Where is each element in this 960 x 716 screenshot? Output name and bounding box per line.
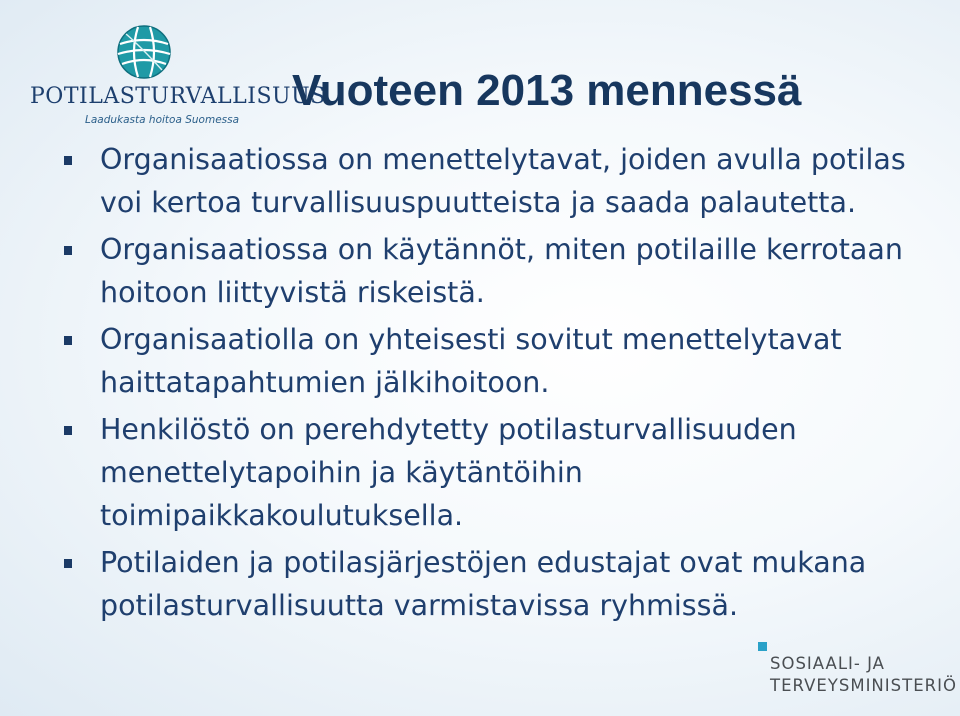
- bullet-list: [62, 138, 922, 631]
- bullet-item: [62, 228, 922, 314]
- bullet-item: [62, 408, 922, 537]
- square-bullet-icon: [64, 336, 72, 345]
- bullet-text: Henkilöstö on perehdytetty potilasturvallisuuden menettelytapoihin ja käytäntöihin toimipaikkakoulutuksella.: [100, 413, 797, 532]
- logo-tagline: Laadukasta hoitoa Suomessa: [85, 114, 240, 126]
- globe-icon: [116, 24, 172, 80]
- slide-title: Vuoteen 2013 mennessä: [292, 66, 802, 115]
- potilasturvallisuus-logo: [30, 22, 326, 126]
- square-bullet-icon: [64, 426, 72, 435]
- square-accent-icon: [758, 642, 767, 651]
- ministry-name-line1: SOSIAALI- JA: [770, 654, 885, 673]
- bullet-item: [62, 138, 922, 224]
- square-bullet-icon: [64, 156, 72, 165]
- bullet-text: Organisaatiolla on yhteisesti sovitut menettelytavat haittatapahtumien jälkihoitoon.: [100, 323, 842, 399]
- bullet-text: Potilaiden ja potilasjärjestöjen edustajat ovat mukana potilasturvallisuutta varmistavissa ryhmissä.: [100, 546, 867, 622]
- square-bullet-icon: [64, 559, 72, 568]
- logo-name: POTILASTURVALLISUUS: [30, 84, 326, 109]
- ministry-name-line2: TERVEYSMINISTERIÖ: [770, 676, 957, 695]
- square-bullet-icon: [64, 246, 72, 255]
- ministry-logo: [758, 638, 957, 698]
- bullet-text: Organisaatiossa on menettelytavat, joiden avulla potilas voi kertoa turvallisuuspuutteista ja saada palautetta.: [100, 143, 906, 219]
- bullet-item: [62, 541, 922, 627]
- bullet-text: Organisaatiossa on käytännöt, miten potilaille kerrotaan hoitoon liittyvistä riskeistä.: [100, 233, 903, 309]
- bullet-item: [62, 318, 922, 404]
